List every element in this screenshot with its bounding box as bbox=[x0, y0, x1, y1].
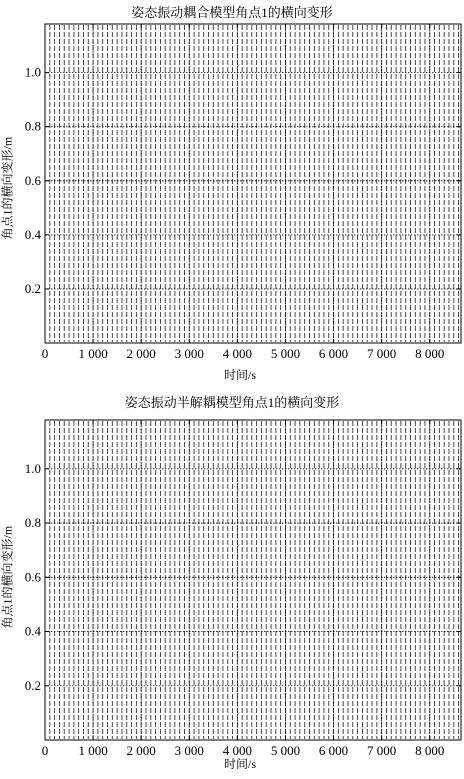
x-tick-label: 0 bbox=[41, 346, 49, 361]
y-tick-label: 1.0 bbox=[24, 460, 41, 476]
y-tick-label: 0.2 bbox=[24, 677, 41, 693]
x-tick-label: 1 000 bbox=[78, 743, 108, 758]
chart-panel-semi-decoupled bbox=[0, 390, 464, 779]
chart-title: 姿态振动半解耦模型角点1的横向变形 bbox=[124, 395, 340, 410]
y-tick-label: 0.8 bbox=[24, 515, 41, 531]
y-tick-label: 0.4 bbox=[24, 623, 41, 639]
y-tick-label: 0.4 bbox=[24, 226, 41, 242]
x-tick-label: 8 000 bbox=[415, 346, 445, 361]
x-tick-label: 5 000 bbox=[270, 346, 301, 361]
chart-title: 姿态振动耦合模型角点1的横向变形 bbox=[131, 5, 333, 20]
y-axis-label: 角点1的横向变形/m bbox=[0, 525, 15, 629]
x-tick-label: 1 000 bbox=[78, 346, 108, 361]
x-tick-label: 4 000 bbox=[222, 743, 252, 758]
x-tick-label: 7 000 bbox=[367, 743, 397, 758]
y-tick-label: 0.8 bbox=[24, 118, 41, 134]
x-tick-label: 0 bbox=[41, 743, 49, 758]
y-tick-label: 0.6 bbox=[24, 172, 41, 188]
y-tick-label: 1.0 bbox=[24, 64, 41, 80]
x-axis-label: 时间/s bbox=[223, 757, 256, 771]
x-tick-label: 2 000 bbox=[126, 346, 156, 361]
x-tick-label: 6 000 bbox=[318, 743, 349, 758]
y-axis-label: 角点1的横向变形/m bbox=[0, 136, 15, 240]
chart-plot bbox=[0, 390, 464, 779]
x-tick-label: 5 000 bbox=[270, 743, 301, 758]
x-axis-label: 时间/s bbox=[223, 368, 256, 382]
x-tick-label: 8 000 bbox=[415, 743, 445, 758]
x-tick-label: 3 000 bbox=[174, 743, 204, 758]
x-tick-label: 3 000 bbox=[174, 346, 204, 361]
x-tick-label: 7 000 bbox=[367, 346, 397, 361]
x-tick-label: 4 000 bbox=[222, 346, 252, 361]
y-tick-label: 0.6 bbox=[24, 569, 41, 585]
x-tick-label: 2 000 bbox=[126, 743, 156, 758]
x-tick-label: 6 000 bbox=[318, 346, 349, 361]
y-tick-label: 0.2 bbox=[24, 280, 41, 296]
